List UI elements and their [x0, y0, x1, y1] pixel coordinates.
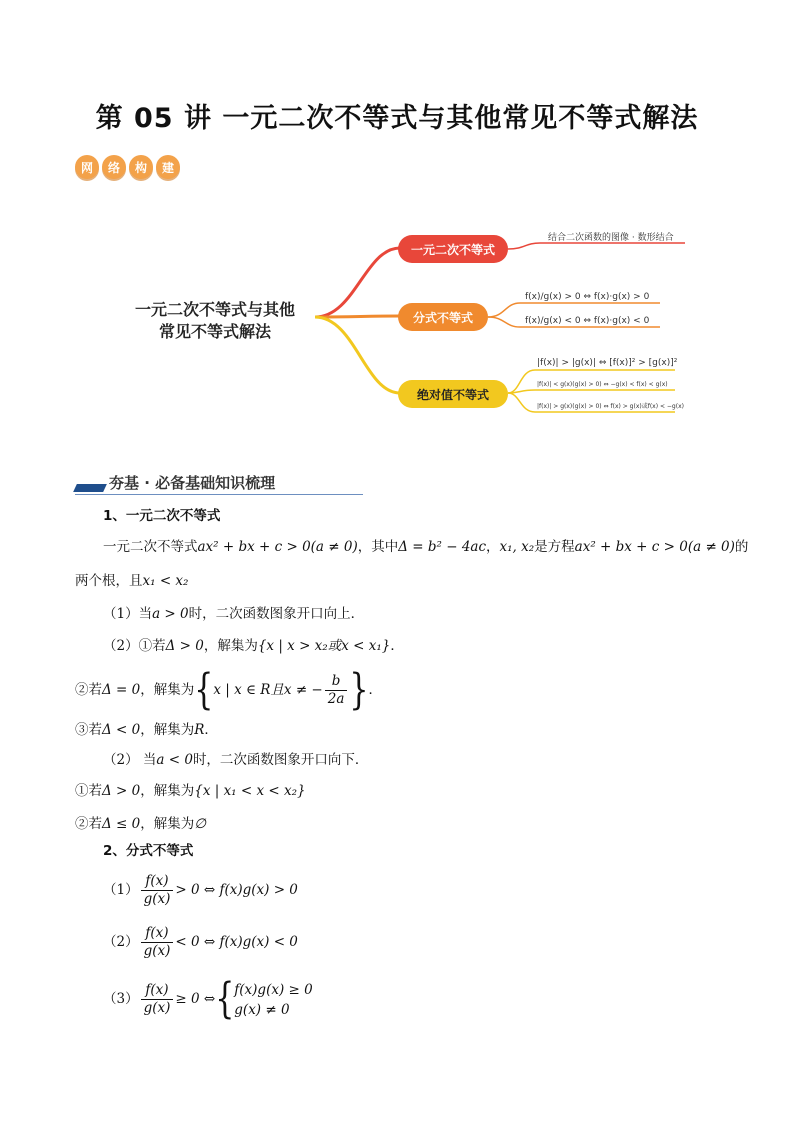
solution-set: ∅: [194, 816, 206, 832]
fraction-rule-2: [103, 922, 298, 962]
denominator: g(x): [143, 1000, 171, 1016]
mindmap-center-line2: 常见不等式解法: [158, 322, 272, 341]
numerator: f(x): [141, 873, 174, 891]
fraction-rule-1: [103, 870, 298, 910]
text-span: （2）①若: [103, 638, 166, 654]
leaf-connector: [488, 303, 660, 317]
section-underline: [75, 494, 363, 495]
leaf-label: f(x)/g(x) < 0 ⇔ f(x)·g(x) < 0: [525, 316, 650, 326]
solution-set: x | x ∈ R且x ≠ −: [213, 682, 323, 698]
math-inline: > 0 ⇔ f(x)g(x) > 0: [175, 882, 298, 898]
text-span: （3）: [103, 991, 139, 1007]
math-inline: < 0 ⇔ f(x)g(x) < 0: [175, 934, 298, 950]
branch-label: 分式不等式: [412, 311, 474, 325]
heading-fractional: 2、分式不等式: [103, 843, 194, 859]
section-title: 夯基 · 必备基础知识梳理: [109, 474, 276, 492]
section-marker: [73, 484, 107, 492]
leaf-connector: [508, 243, 685, 249]
text-span: ，解集为: [140, 682, 195, 698]
branch-label: 绝对值不等式: [416, 388, 490, 402]
branch-connector: [315, 317, 400, 393]
right-brace: }: [349, 665, 369, 715]
case-a-positive: [103, 604, 364, 624]
leaf-label: |f(x)| < g(x)(g(x) > 0) ⇔ −g(x) < f(x) < g(x): [537, 381, 668, 388]
math-inline: x₁ < x₂: [142, 573, 189, 589]
text-span: 一元二次不等式: [103, 539, 198, 555]
fraction-rule-3: [103, 974, 313, 1024]
fraction: [141, 982, 174, 1017]
text-span: ，解集为: [140, 783, 195, 799]
paragraph-definition: [103, 537, 748, 557]
condition-line: f(x)g(x) ≥ 0: [234, 981, 313, 998]
math-inline: a > 0: [152, 606, 189, 622]
math-inline: x₁, x₂: [499, 539, 535, 555]
condition-line: g(x) ≠ 0: [234, 1001, 290, 1018]
heading-quadratic: 1、一元二次不等式: [103, 508, 221, 524]
math-inline: ≥ 0 ⇔: [175, 991, 216, 1007]
mind-map: [115, 225, 685, 425]
branch-connector: [315, 248, 400, 317]
leaf-label: 结合二次函数的图像 · 数形结合: [548, 233, 674, 243]
numerator: b: [325, 673, 348, 691]
text-span: ，: [486, 539, 500, 555]
numerator: f(x): [141, 982, 174, 1000]
page-title: 第 05 讲 一元二次不等式与其他常见不等式解法: [95, 103, 699, 134]
leaf-label: |f(x)| > |g(x)| ⇔ [f(x)]² > [g(x)]²: [537, 358, 678, 368]
denominator: g(x): [143, 943, 171, 959]
text-span: （1）: [103, 882, 139, 898]
text-span: ②若: [75, 682, 102, 698]
text-span: （2） 当: [103, 752, 157, 768]
text-span: 的: [734, 539, 749, 555]
text-span: ②若: [75, 816, 102, 832]
math-inline: Δ > 0: [165, 638, 204, 654]
case-neg-delta-nonpositive: [75, 814, 206, 834]
solution-set: R: [194, 722, 205, 738]
math-inline: ax² + bx + c > 0(a ≠ 0): [197, 539, 358, 555]
fraction: [325, 673, 348, 708]
case-neg-delta-positive: [75, 781, 306, 801]
text-span: 时，二次函数图象开口向下．: [192, 752, 369, 768]
math-inline: Δ > 0: [102, 783, 141, 799]
text-span: ，解集为: [140, 816, 195, 832]
text-span: ．: [204, 722, 218, 738]
leaf-connector: [508, 390, 675, 393]
math-inline: a < 0: [156, 752, 193, 768]
branch-label: 一元二次不等式: [410, 243, 496, 257]
text-span: ①若: [75, 783, 102, 799]
numerator: f(x): [141, 925, 174, 943]
text-span: （2）: [103, 934, 139, 950]
badge-char: 建: [156, 155, 180, 179]
text-span: ，其中: [357, 539, 399, 555]
text-span: 是方程: [534, 539, 575, 555]
math-inline: Δ = b² − 4ac: [398, 539, 487, 555]
text-span: ③若: [75, 722, 102, 738]
case-delta-negative: [75, 720, 218, 740]
text-span: ，解集为: [203, 638, 258, 654]
network-badge: [75, 155, 180, 183]
text-span: （1）当: [103, 606, 153, 622]
math-inline: ax² + bx + c > 0(a ≠ 0): [574, 539, 735, 555]
denominator: g(x): [143, 891, 171, 907]
branch-connector: [315, 316, 400, 317]
section-header: [75, 470, 363, 496]
math-inline: Δ = 0: [102, 682, 141, 698]
text-span: 时，二次函数图象开口向上．: [188, 606, 365, 622]
badge-char: 网: [75, 155, 99, 179]
solution-set: {x | x₁ < x < x₂}: [194, 783, 306, 799]
left-brace: {: [194, 665, 214, 715]
leaf-label: f(x)/g(x) > 0 ⇔ f(x)·g(x) > 0: [525, 292, 650, 302]
text-span: 两个根，且: [75, 573, 143, 589]
badge-char: 构: [129, 155, 153, 179]
paragraph-roots: [75, 571, 188, 591]
math-inline: Δ < 0: [102, 722, 141, 738]
math-inline: Δ ≤ 0: [102, 816, 141, 832]
solution-set: {x | x > x₂或x < x₁}: [257, 638, 391, 654]
denominator: 2a: [327, 691, 345, 707]
leaf-label: |f(x)| > g(x)(g(x) > 0) ⇔ f(x) > g(x)或f(x) < −g(x): [537, 403, 684, 410]
text-span: ．: [390, 638, 404, 654]
text-span: ．: [368, 682, 382, 698]
case-delta-zero: [75, 665, 382, 715]
left-brace: {: [215, 974, 235, 1024]
text-span: ，解集为: [140, 722, 195, 738]
fraction: [141, 873, 174, 908]
badge-char: 络: [102, 155, 126, 179]
case-delta-positive: [103, 636, 404, 656]
mindmap-center-line1: 一元二次不等式与其他: [134, 300, 296, 319]
condition-system: [234, 980, 312, 1020]
fraction: [141, 925, 174, 960]
case-a-negative: [103, 750, 368, 770]
